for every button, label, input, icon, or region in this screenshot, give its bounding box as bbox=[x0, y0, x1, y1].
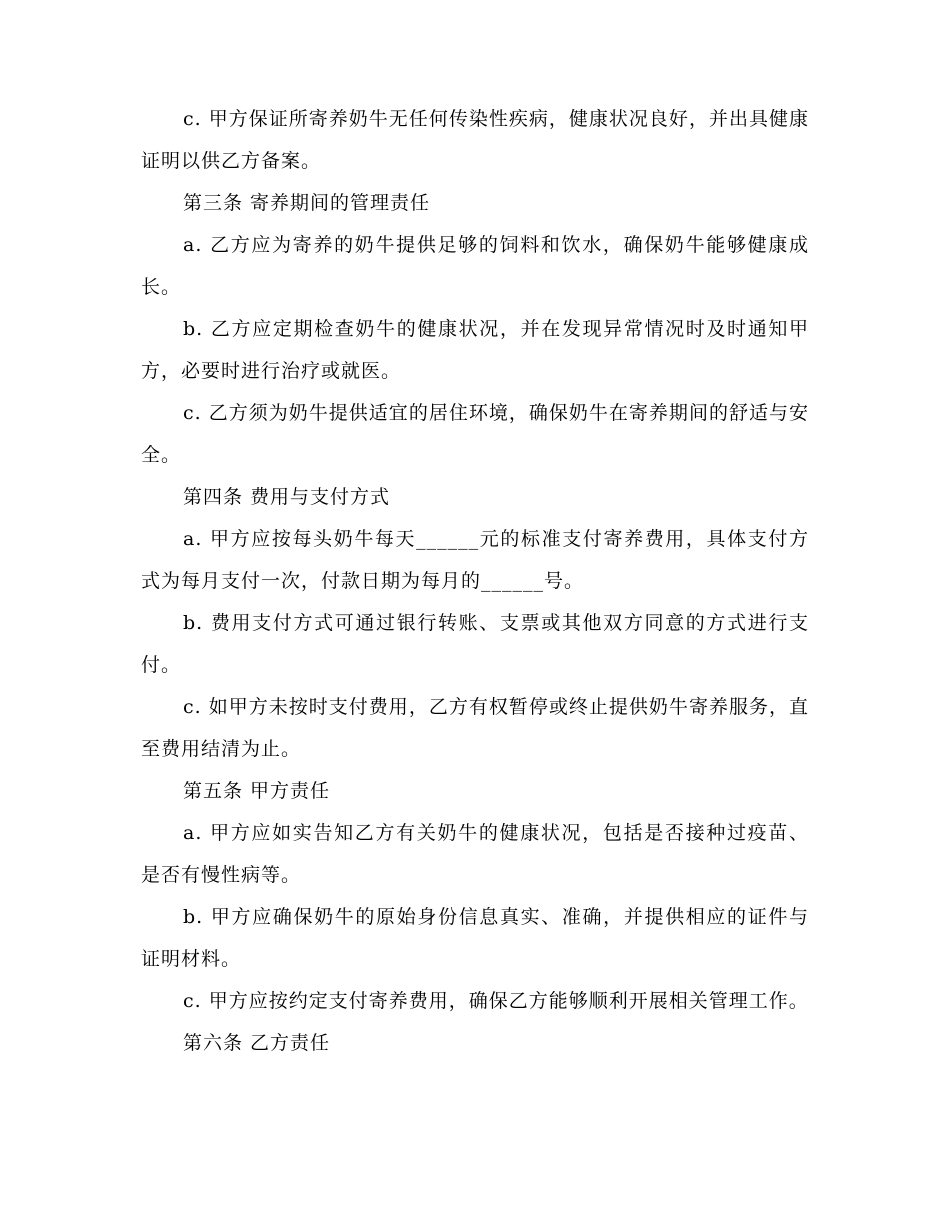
document-body bbox=[141, 98, 809, 1064]
article-6-heading: 第六条 乙方责任 bbox=[183, 1032, 331, 1054]
article-3-heading: 第三条 寄养期间的管理责任 bbox=[183, 192, 431, 214]
article-5-item-a: a. 甲方应如实告知乙方有关奶牛的健康状况，包括是否接种过疫苗、是否有慢性病等。 bbox=[141, 822, 809, 886]
article-5-heading: 第五条 甲方责任 bbox=[183, 780, 331, 802]
article-4-item-b: b. 费用支付方式可通过银行转账、支票或其他双方同意的方式进行支付。 bbox=[141, 612, 809, 676]
article-3-item-c: c. 乙方须为奶牛提供适宜的居住环境，确保奶牛在寄养期间的舒适与安全。 bbox=[141, 402, 809, 466]
article-5-item-b: b. 甲方应确保奶牛的原始身份信息真实、准确，并提供相应的证件与证明材料。 bbox=[141, 906, 809, 970]
article-3-item-b: b. 乙方应定期检查奶牛的健康状况，并在发现异常情况时及时通知甲方，必要时进行治疗或就医。 bbox=[141, 318, 809, 382]
article-4-item-c: c. 如甲方未按时支付费用，乙方有权暂停或终止提供奶牛寄养服务，直至费用结清为止。 bbox=[141, 696, 809, 760]
article-3-item-a: a. 乙方应为寄养的奶牛提供足够的饲料和饮水，确保奶牛能够健康成长。 bbox=[141, 234, 809, 298]
clause-3-item-c: c. 甲方保证所寄养奶牛无任何传染性疾病，健康状况良好，并出具健康证明以供乙方备案。 bbox=[141, 108, 809, 172]
article-5-item-c: c. 甲方应按约定支付寄养费用，确保乙方能够顺利开展相关管理工作。 bbox=[183, 990, 809, 1012]
article-4-heading: 第四条 费用与支付方式 bbox=[183, 486, 391, 508]
article-4-item-a: a. 甲方应按每头奶牛每天______元的标准支付寄养费用，具体支付方式为每月支付一次，付款日期为每月的______号。 bbox=[141, 528, 809, 592]
